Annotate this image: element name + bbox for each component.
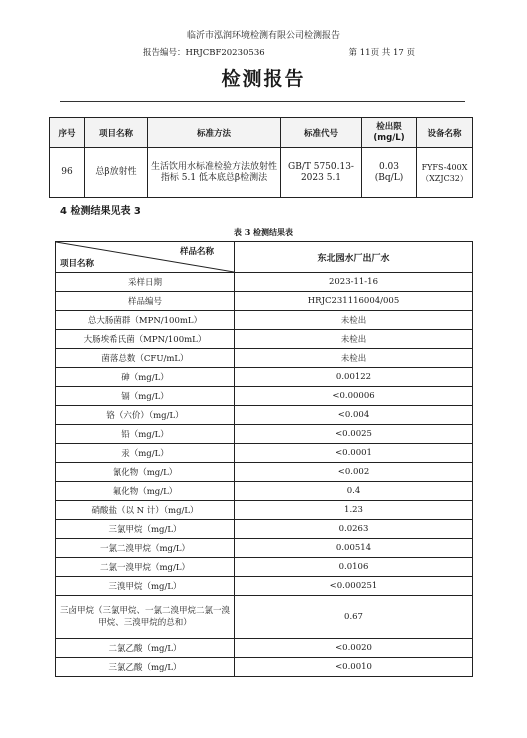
row-item-name: 铬（六价）（mg/L） [56,406,235,425]
row-result-value: 0.0106 [235,558,473,577]
row-method: 生活饮用水标准检验方法放射性指标 5.1 低本底总β检测法 [148,148,281,198]
table-row [56,482,473,501]
header-limit: 检出限 (mg/L) [362,118,417,148]
page-info: 第 11页 共 17 页 [348,48,415,58]
results-table [55,241,473,677]
row-result-value: 1.23 [235,501,473,520]
row-item-name: 铅（mg/L） [56,425,235,444]
row-item-name: 硝酸盐（以 N 计）（mg/L） [56,501,235,520]
row-result-value: HRJC231116004/005 [235,292,473,311]
table-row [56,444,473,463]
row-result-value: <0.004 [235,406,473,425]
row-result-value: 0.67 [235,596,473,639]
header-code: 标准代号 [281,118,362,148]
row-result-value: 0.00122 [235,368,473,387]
report-number: 报告编号：HRJCBF20230536 [143,48,265,58]
row-result-value: 未检出 [235,349,473,368]
table-row [56,577,473,596]
row-item-name: 氰化物（mg/L） [56,463,235,482]
header-method: 标准方法 [148,118,281,148]
header-no: 序号 [50,118,85,148]
method-table [49,117,473,198]
table-row [56,311,473,330]
row-result-value: 0.00514 [235,539,473,558]
row-item-name: 三溴甲烷（mg/L） [56,577,235,596]
row-item-name: 氟化物（mg/L） [56,482,235,501]
table-row [56,273,473,292]
title-divider [60,101,465,102]
sample-name-label: 样品名称 [179,247,214,257]
row-result-value: <0.002 [235,463,473,482]
results-header [56,242,473,273]
row-item-name: 三氯乙酸（mg/L） [56,658,235,677]
table-row [56,520,473,539]
row-item-name: 采样日期 [56,273,235,292]
row-result-value: 未检出 [235,330,473,349]
row-item-name: 汞（mg/L） [56,444,235,463]
row-limit: 0.03 (Bq/L) [362,148,417,198]
row-result-value: <0.000251 [235,577,473,596]
row-result-value: <0.0010 [235,658,473,677]
table-row [56,292,473,311]
row-result-value: <0.0025 [235,425,473,444]
header-item: 项目名称 [85,118,148,148]
row-item-name: 三氯甲烷（mg/L） [56,520,235,539]
row-result-value: <0.0020 [235,639,473,658]
table-caption: 表 3 检测结果表 [233,227,294,237]
row-item-name: 三卤甲烷（三氯甲烷、一氯二溴甲烷二氯一溴甲烷、三溴甲烷的总和） [56,596,235,639]
company-header: 临沂市泓润环境检测有限公司检测报告 [186,31,340,41]
page-title: 检测报告 [221,68,306,90]
table-row [56,596,473,639]
method-row [50,148,473,198]
sample-name: 东北园水厂出厂水 [235,242,473,273]
row-item-name: 二氯一溴甲烷（mg/L） [56,558,235,577]
table-row [56,387,473,406]
table-row [56,639,473,658]
table-row [56,501,473,520]
table-row [56,406,473,425]
row-item-name: 二氯乙酸（mg/L） [56,639,235,658]
table-row [56,463,473,482]
row-no: 96 [50,148,85,198]
row-code: GB/T 5750.13-2023 5.1 [281,148,362,198]
diagonal-header-cell [56,242,235,273]
row-item-name: 一氯二溴甲烷（mg/L） [56,539,235,558]
row-item-name: 总大肠菌群（MPN/100mL） [56,311,235,330]
method-table-header [50,118,473,148]
section-heading: 4 检测结果见表 3 [60,206,141,217]
row-item-name: 大肠埃希氏菌（MPN/100mL） [56,330,235,349]
table-row [56,658,473,677]
row-result-value: 0.0263 [235,520,473,539]
table-row [56,349,473,368]
row-result-value: 2023-11-16 [235,273,473,292]
row-item-name: 样品编号 [56,292,235,311]
row-result-value: 0.4 [235,482,473,501]
table-row [56,330,473,349]
row-equipment: FYFS-400X （XZJC32） [417,148,473,198]
row-result-value: 未检出 [235,311,473,330]
table-row [56,558,473,577]
table-row [56,425,473,444]
item-name-label: 项目名称 [60,259,95,269]
row-item-name: 镉（mg/L） [56,387,235,406]
header-equipment: 设备名称 [417,118,473,148]
row-item: 总β放射性 [85,148,148,198]
row-item-name: 砷（mg/L） [56,368,235,387]
table-row [56,539,473,558]
row-result-value: <0.00006 [235,387,473,406]
row-item-name: 菌落总数（CFU/mL） [56,349,235,368]
row-result-value: <0.0001 [235,444,473,463]
table-row [56,368,473,387]
